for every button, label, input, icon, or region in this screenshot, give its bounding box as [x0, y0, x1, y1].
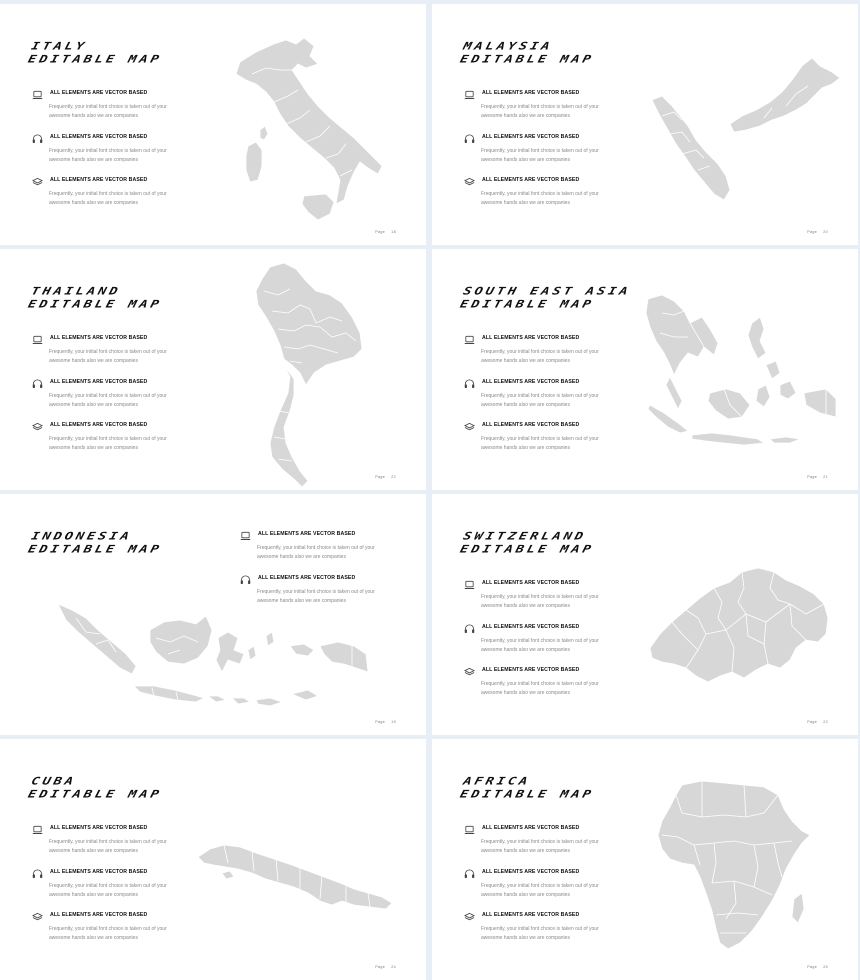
feature-description: Frequently, your initial font choice is taken out of your awesome hands also we are companies [481, 436, 599, 451]
feature-description: Frequently, your initial font choice is taken out of your awesome hands also we are companies [49, 191, 167, 206]
slide-switzerland[interactable] [432, 494, 858, 735]
page-value: 19 [391, 720, 396, 724]
feature-item [464, 334, 644, 378]
africa-map [654, 779, 814, 953]
headphones-icon [464, 379, 475, 389]
slide-title [26, 775, 166, 802]
layers-icon [464, 177, 475, 187]
page-value: 22 [391, 475, 396, 479]
laptop-icon [32, 335, 43, 345]
title-subtitle: EDITABLE MAP [26, 788, 164, 801]
title-country: CUBA [29, 775, 78, 788]
feature-item [464, 579, 644, 623]
feature-item [464, 666, 644, 710]
feature-heading: ALL ELEMENTS ARE VECTOR BASED [50, 90, 148, 96]
feature-description: Frequently, your initial font choice is taken out of your awesome hands also we are companies [481, 681, 599, 696]
malaysia-map [646, 54, 846, 209]
feature-description: Frequently, your initial font choice is taken out of your awesome hands also we are companies [49, 839, 167, 854]
feature-heading: ALL ELEMENTS ARE VECTOR BASED [50, 378, 148, 385]
feature-description: Frequently, your initial font choice is taken out of your awesome hands also we are companies [49, 147, 167, 163]
feature-description: Frequently, your initial font choice is taken out of your awesome hands also we are companies [49, 349, 167, 364]
page-number [807, 230, 828, 234]
layers-icon [32, 422, 43, 432]
feature-heading: ALL ELEMENTS ARE VECTOR BASED [482, 580, 580, 586]
feature-description: Frequently, your initial font choice is taken out of your awesome hands also we are companies [257, 545, 375, 560]
feature-heading: ALL ELEMENTS ARE VECTOR BASED [482, 912, 580, 918]
page-number [807, 475, 828, 479]
page-label: Page [375, 720, 386, 724]
feature-item [464, 868, 644, 912]
feature-item [464, 824, 644, 868]
feature-list [32, 334, 212, 465]
indonesia-map [56, 602, 370, 712]
feature-description: Frequently, your initial font choice is taken out of your awesome hands also we are companies [481, 882, 599, 898]
title-country: INDONESIA [29, 530, 134, 543]
slide-africa[interactable] [432, 739, 858, 980]
feature-item [32, 421, 212, 465]
south-east-asia-map [640, 293, 840, 451]
headphones-icon [464, 624, 475, 634]
feature-heading: ALL ELEMENTS ARE VECTOR BASED [482, 177, 580, 183]
feature-item [464, 421, 644, 465]
feature-description: Frequently, your initial font choice is taken out of your awesome hands also we are companies [481, 839, 599, 854]
feature-description: Frequently, your initial font choice is taken out of your awesome hands also we are companies [49, 882, 167, 898]
feature-heading: ALL ELEMENTS ARE VECTOR BASED [482, 133, 580, 140]
slide-south-east-asia[interactable] [432, 249, 858, 490]
title-subtitle: EDITABLE MAP [26, 543, 164, 556]
feature-description: Frequently, your initial font choice is taken out of your awesome hands also we are companies [49, 926, 167, 941]
title-country: SOUTH EAST ASIA [461, 285, 632, 298]
page-label: Page [807, 720, 818, 724]
feature-heading: ALL ELEMENTS ARE VECTOR BASED [482, 623, 580, 630]
title-country: ITALY [29, 40, 89, 53]
headphones-icon [464, 869, 475, 879]
feature-list [32, 824, 212, 955]
page-number [375, 965, 396, 969]
slide-thailand[interactable] [0, 249, 426, 490]
feature-list [464, 824, 644, 955]
feature-heading: ALL ELEMENTS ARE VECTOR BASED [482, 868, 580, 875]
feature-item [464, 911, 644, 955]
headphones-icon [32, 869, 43, 879]
page-label: Page [375, 475, 386, 479]
slide-title [458, 40, 598, 67]
feature-list [464, 334, 644, 465]
title-subtitle: EDITABLE MAP [458, 788, 596, 801]
feature-heading: ALL ELEMENTS ARE VECTOR BASED [50, 912, 148, 918]
feature-heading: ALL ELEMENTS ARE VECTOR BASED [482, 667, 580, 673]
slide-title [26, 40, 166, 67]
layers-icon [32, 912, 43, 922]
feature-heading: ALL ELEMENTS ARE VECTOR BASED [482, 90, 580, 96]
laptop-icon [464, 825, 475, 835]
feature-heading: ALL ELEMENTS ARE VECTOR BASED [50, 133, 148, 140]
title-subtitle: EDITABLE MAP [26, 298, 164, 311]
feature-description: Frequently, your initial font choice is taken out of your awesome hands also we are companies [257, 588, 375, 604]
page-label: Page [807, 965, 818, 969]
layers-icon [464, 422, 475, 432]
feature-description: Frequently, your initial font choice is taken out of your awesome hands also we are companies [481, 594, 599, 609]
page-value: 23 [823, 720, 828, 724]
feature-description: Frequently, your initial font choice is taken out of your awesome hands also we are companies [481, 637, 599, 653]
slide-title [458, 285, 632, 312]
slide-cuba[interactable] [0, 739, 426, 980]
feature-description: Frequently, your initial font choice is taken out of your awesome hands also we are companies [481, 104, 599, 119]
page-number [807, 965, 828, 969]
title-subtitle: EDITABLE MAP [458, 53, 596, 66]
layers-icon [32, 177, 43, 187]
feature-description: Frequently, your initial font choice is taken out of your awesome hands also we are companies [481, 926, 599, 941]
feature-list [464, 579, 644, 710]
feature-description: Frequently, your initial font choice is taken out of your awesome hands also we are companies [481, 349, 599, 364]
feature-item [464, 176, 644, 220]
page-value: 24 [391, 965, 396, 969]
slide-title [458, 530, 598, 557]
page-label: Page [375, 230, 386, 234]
feature-heading: ALL ELEMENTS ARE VECTOR BASED [50, 868, 148, 875]
page-number [375, 720, 396, 724]
slide-title [26, 285, 166, 312]
page-label: Page [807, 230, 818, 234]
thailand-map [244, 261, 366, 489]
feature-description: Frequently, your initial font choice is taken out of your awesome hands also we are companies [49, 104, 167, 119]
feature-list [32, 89, 212, 220]
page-value: 20 [823, 230, 828, 234]
feature-heading: ALL ELEMENTS ARE VECTOR BASED [50, 335, 148, 341]
page-value: 25 [823, 965, 828, 969]
headphones-icon [464, 134, 475, 144]
page-number [807, 720, 828, 724]
feature-heading: ALL ELEMENTS ARE VECTOR BASED [258, 531, 356, 537]
feature-item [32, 133, 212, 177]
feature-item [32, 911, 212, 955]
cuba-map [196, 839, 396, 911]
feature-item [32, 176, 212, 220]
feature-heading: ALL ELEMENTS ARE VECTOR BASED [482, 825, 580, 831]
feature-description: Frequently, your initial font choice is taken out of your awesome hands also we are companies [49, 392, 167, 408]
title-subtitle: EDITABLE MAP [458, 298, 596, 311]
feature-heading: ALL ELEMENTS ARE VECTOR BASED [482, 422, 580, 428]
title-country: SWITZERLAND [461, 530, 588, 543]
headphones-icon [32, 134, 43, 144]
feature-item [32, 89, 212, 133]
feature-item [32, 868, 212, 912]
switzerland-map [646, 564, 832, 686]
laptop-icon [32, 825, 43, 835]
page-label: Page [807, 475, 818, 479]
feature-heading: ALL ELEMENTS ARE VECTOR BASED [482, 378, 580, 385]
feature-heading: ALL ELEMENTS ARE VECTOR BASED [258, 574, 356, 581]
laptop-icon [240, 531, 251, 541]
headphones-icon [32, 379, 43, 389]
feature-heading: ALL ELEMENTS ARE VECTOR BASED [482, 335, 580, 341]
feature-item [464, 133, 644, 177]
layers-icon [464, 667, 475, 677]
feature-item [464, 623, 644, 667]
feature-heading: ALL ELEMENTS ARE VECTOR BASED [50, 422, 148, 428]
italy-map [222, 34, 387, 226]
feature-heading: ALL ELEMENTS ARE VECTOR BASED [50, 825, 148, 831]
laptop-icon [464, 335, 475, 345]
laptop-icon [464, 580, 475, 590]
feature-item [32, 378, 212, 422]
page-label: Page [375, 965, 386, 969]
feature-item [464, 378, 644, 422]
feature-item [32, 334, 212, 378]
feature-item [464, 89, 644, 133]
feature-description: Frequently, your initial font choice is taken out of your awesome hands also we are companies [481, 147, 599, 163]
title-country: MALAYSIA [461, 40, 555, 53]
layers-icon [464, 912, 475, 922]
slide-italy[interactable] [0, 4, 426, 245]
page-value: 21 [823, 475, 828, 479]
feature-item [240, 530, 420, 574]
slide-title [458, 775, 598, 802]
slide-indonesia[interactable] [0, 494, 426, 735]
title-subtitle: EDITABLE MAP [26, 53, 164, 66]
feature-description: Frequently, your initial font choice is taken out of your awesome hands also we are companies [481, 191, 599, 206]
page-number [375, 230, 396, 234]
headphones-icon [240, 575, 251, 585]
title-subtitle: EDITABLE MAP [458, 543, 596, 556]
title-country: THAILAND [29, 285, 123, 298]
slide-malaysia[interactable] [432, 4, 858, 245]
feature-item [32, 824, 212, 868]
feature-heading: ALL ELEMENTS ARE VECTOR BASED [50, 177, 148, 183]
page-number [375, 475, 396, 479]
slide-title [26, 530, 166, 557]
page-value: 18 [391, 230, 396, 234]
feature-description: Frequently, your initial font choice is taken out of your awesome hands also we are companies [481, 392, 599, 408]
feature-list [464, 89, 644, 220]
feature-description: Frequently, your initial font choice is taken out of your awesome hands also we are companies [49, 436, 167, 451]
laptop-icon [32, 90, 43, 100]
title-country: AFRICA [461, 775, 532, 788]
laptop-icon [464, 90, 475, 100]
